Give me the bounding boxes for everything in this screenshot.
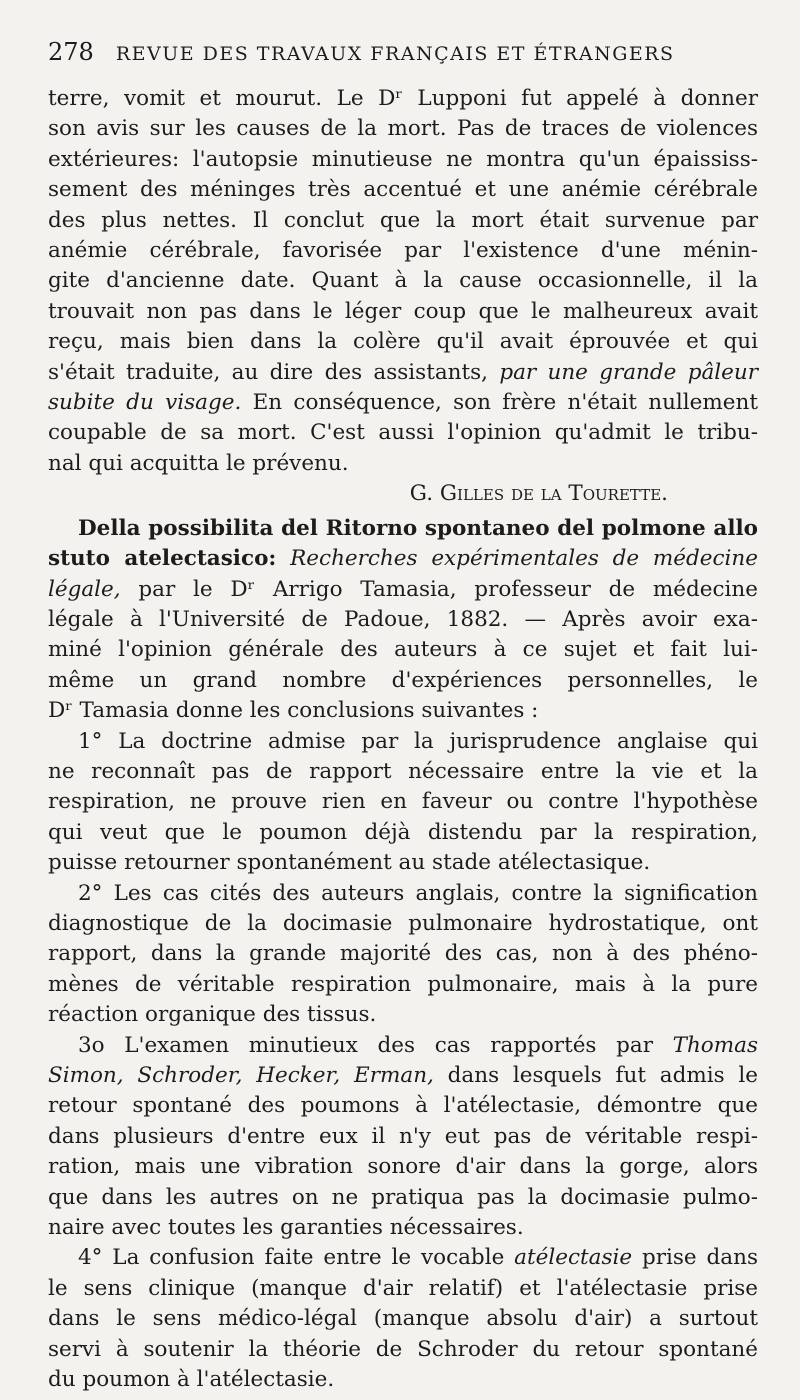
text-line: le sens clinique (manque d'air relatif) et l'atélectasie prise: [48, 1275, 758, 1301]
text-run: 3o L'examen minutieux des cas rapportés par: [78, 1032, 673, 1058]
text-line: anémie cérébrale, favorisée par l'existence d'une ménin-: [48, 238, 758, 264]
text-line: rapport, dans la grande majorité des cas, non à des phéno-: [48, 941, 758, 967]
page-number: 278: [48, 38, 94, 66]
text-line: que dans les autres on ne pratiqua pas la docimasie pulmo-: [48, 1184, 758, 1210]
author-signature: G. Gilles de la Tourette.: [409, 481, 668, 507]
review-article: [48, 514, 758, 1396]
italic-run: Thomas: [672, 1032, 758, 1058]
text-line: trouvait non pas dans le léger coup que le malheureux avait: [48, 298, 758, 324]
page-header: [48, 38, 758, 66]
text-line: gite d'ancienne date. Quant à la cause occasionnelle, il la: [48, 268, 758, 294]
text-line: dans plusieurs d'entre eux il n'y eut pas de véritable respi-: [48, 1123, 758, 1149]
text-line: diagnostique de la docimasie pulmonaire hydrostatique, ont: [48, 910, 758, 936]
text-line: ration, mais une vibration sonore d'air dans la gorge, alors: [48, 1154, 758, 1180]
text-line: 1° La doctrine admise par la jurisprudence anglaise qui: [78, 728, 758, 754]
previous-article-ending: [48, 84, 758, 510]
text-line: puisse retourner spontanément au stade atélectasique.: [48, 850, 651, 876]
text-line: miné l'opinion générale des auteurs à ce sujet et fait lui-: [48, 637, 758, 663]
text-line: mènes de véritable respiration pulmonaire, mais à la pure: [48, 971, 758, 997]
text-line: [48, 1243, 758, 1273]
italic-run: atélectasie: [514, 1245, 633, 1271]
text-line: servi à soutenir la théorie de Schroder du retour spontané: [48, 1336, 758, 1362]
italic-run: Recherches expérimentales de médecine: [276, 546, 758, 572]
text-line: [48, 358, 758, 388]
text-line: même un grand nombre d'expériences personnelles, le: [48, 667, 758, 693]
text-run: En conséquence, son frère n'était nullement: [241, 390, 758, 416]
text-run: dans lesquels fut admis le: [433, 1063, 758, 1088]
article-title: Della possibilita del Ritorno spontaneo del polmone allo: [78, 515, 758, 541]
text-run: 4° La confusion faite entre le vocable: [78, 1245, 515, 1271]
text-line: Dʳ Tamasia donne les conclusions suivantes :: [48, 698, 539, 724]
text-line: [48, 1031, 758, 1061]
text-run: prise dans: [632, 1245, 758, 1271]
text-line: coupable de sa mort. C'est aussi l'opinion qu'admit le tribu-: [48, 420, 758, 446]
italic-run: par une grande pâleur: [499, 359, 758, 385]
text-line: légale à l'Université de Padoue, 1882. — Après avoir exa-: [48, 606, 758, 632]
text-line: qui veut que le poumon déjà distendu par la respiration,: [48, 819, 758, 845]
text-line: naire avec toutes les garanties nécessaires.: [48, 1215, 524, 1241]
text-line: ne reconnaît pas de rapport nécessaire entre la vie et la: [48, 758, 758, 784]
article-title-end: stuto atelectasico:: [48, 546, 277, 572]
text-line: sement des méninges très accentué et une anémie cérébrale: [48, 177, 758, 203]
text-line: [48, 388, 758, 418]
text-line: 2° Les cas cités des auteurs anglais, contre la signification: [78, 880, 758, 906]
text-line: dans le sens médico-légal (manque absolu d'air) a surtout: [48, 1306, 758, 1332]
text-run: par le Dʳ Arrigo Tamasia, professeur de médecine: [120, 576, 758, 602]
body-text: [48, 84, 758, 1395]
text-line: nal qui acquitta le prévenu.: [48, 450, 349, 476]
text-line: [48, 1061, 758, 1091]
text-line: terre, vomit et mourut. Le Dʳ Lupponi fut appelé à donner: [48, 86, 758, 111]
text-line: retour spontané des poumons à l'atélectasie, démontre que: [48, 1093, 758, 1119]
text-line: [48, 544, 758, 574]
running-title: REVUE DES TRAVAUX FRANÇAIS ET ÉTRANGERS: [115, 43, 675, 65]
text-line: respiration, ne prouve rien en faveur ou contre l'hypothèse: [48, 789, 758, 815]
text-line: son avis sur les causes de la mort. Pas de traces de violences: [48, 116, 758, 142]
text-line: du poumon à l'atélectasie.: [48, 1367, 335, 1393]
italic-run: Simon, Schroder, Hecker, Erman,: [48, 1063, 434, 1088]
text-line: reçu, mais bien dans la colère qu'il avait éprouvée et qui: [48, 329, 758, 355]
italic-run: subite du visage.: [48, 390, 242, 416]
text-line: réaction organique des tissus.: [48, 1002, 377, 1028]
text-run: s'était traduite, au dire des assistants,: [48, 359, 500, 385]
italic-run: légale,: [48, 576, 121, 602]
text-line: [48, 575, 758, 605]
text-line: des plus nettes. Il conclut que la mort était survenue par: [48, 207, 758, 233]
text-line: extérieures: l'autopsie minutieuse ne montra qu'un épaississ-: [48, 146, 758, 172]
